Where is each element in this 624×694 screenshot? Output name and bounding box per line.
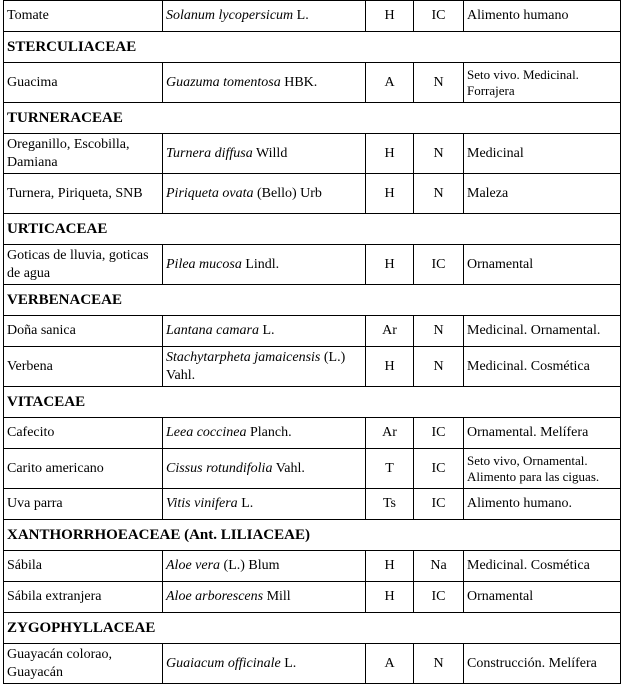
scientific-name-cell	[163, 134, 366, 174]
habit-cell: H	[366, 174, 414, 214]
habit-cell: Ts	[366, 489, 414, 520]
scientific-name-cell	[163, 582, 366, 613]
origin-cell: IC	[414, 582, 464, 613]
origin-cell: IC	[414, 449, 464, 489]
table-row	[4, 174, 621, 214]
use-cell: Ornamental	[464, 582, 621, 613]
common-name-cell: Guacima	[4, 63, 163, 103]
family-header-row	[4, 103, 621, 134]
family-header-row	[4, 32, 621, 63]
species-name: Stachytarpheta jamaicensis	[166, 349, 321, 365]
family-header-row	[4, 214, 621, 245]
family-name: TURNERACEAE	[4, 103, 621, 134]
use-cell: Maleza	[464, 174, 621, 214]
species-name: Aloe arborescens	[166, 589, 264, 604]
author-name: (L.) Blum	[220, 558, 280, 573]
table-row	[4, 316, 621, 347]
origin-cell: N	[414, 316, 464, 347]
common-name-cell: Verbena	[4, 347, 163, 387]
table-row	[4, 449, 621, 489]
use-cell: Alimento humano.	[464, 489, 621, 520]
use-cell: Seto vivo, Ornamental. Alimento para las ciguas.	[464, 449, 621, 489]
common-name-cell: Uva parra	[4, 489, 163, 520]
origin-cell: N	[414, 63, 464, 103]
scientific-name-cell	[163, 1, 366, 32]
common-name-cell: Sábila extranjera	[4, 582, 163, 613]
author-name: Mill	[263, 589, 291, 604]
origin-cell: IC	[414, 245, 464, 285]
family-name: URTICACEAE	[4, 214, 621, 245]
scientific-name-cell	[163, 449, 366, 489]
origin-cell: Na	[414, 551, 464, 582]
scientific-name-cell	[163, 245, 366, 285]
species-name: Piriqueta ovata	[166, 185, 254, 201]
table-row	[4, 134, 621, 174]
habit-cell: Ar	[366, 418, 414, 449]
origin-cell: IC	[414, 1, 464, 32]
table-row	[4, 644, 621, 684]
scientific-name-cell	[163, 316, 366, 347]
use-cell: Medicinal. Cosmética	[464, 347, 621, 387]
family-header-row	[4, 613, 621, 644]
origin-cell: IC	[414, 418, 464, 449]
origin-cell: N	[414, 174, 464, 214]
use-cell: Medicinal	[464, 134, 621, 174]
author-name: Vahl.	[272, 460, 305, 476]
habit-cell: H	[366, 551, 414, 582]
author-name: L.	[280, 655, 297, 671]
table-row	[4, 551, 621, 582]
scientific-name-cell	[163, 551, 366, 582]
habit-cell: H	[366, 1, 414, 32]
author-name: Lindl.	[241, 256, 280, 272]
author-name: Willd	[252, 145, 288, 161]
common-name-cell: Doña sanica	[4, 316, 163, 347]
origin-cell: N	[414, 644, 464, 684]
table-row	[4, 63, 621, 103]
family-name: VERBENACEAE	[4, 285, 621, 316]
origin-cell: N	[414, 347, 464, 387]
common-name-cell: Sábila	[4, 551, 163, 582]
table-row	[4, 347, 621, 387]
scientific-name-cell	[163, 489, 366, 520]
use-cell: Construcción. Melífera	[464, 644, 621, 684]
use-cell: Alimento humano	[464, 1, 621, 32]
common-name-cell: Cafecito	[4, 418, 163, 449]
habit-cell: H	[366, 347, 414, 387]
common-name-cell: Goticas de lluvia, goticas de agua	[4, 245, 163, 285]
origin-cell: N	[414, 134, 464, 174]
scientific-name-cell	[163, 347, 366, 387]
author-name: Planch.	[246, 425, 292, 440]
use-cell: Medicinal. Cosmética	[464, 551, 621, 582]
habit-cell: T	[366, 449, 414, 489]
species-name: Guazuma tomentosa	[166, 74, 281, 90]
habit-cell: A	[366, 644, 414, 684]
species-name: Vitis vinifera	[166, 496, 238, 511]
habit-cell: H	[366, 582, 414, 613]
family-name: ZYGOPHYLLACEAE	[4, 613, 621, 644]
scientific-name-cell	[163, 174, 366, 214]
family-name: VITACEAE	[4, 387, 621, 418]
author-name: (L.) Vahl.	[166, 349, 346, 383]
table-row	[4, 1, 621, 32]
table-row	[4, 489, 621, 520]
family-header-row	[4, 285, 621, 316]
family-header-row	[4, 387, 621, 418]
common-name-cell: Carito americano	[4, 449, 163, 489]
author-name: (Bello) Urb	[253, 185, 322, 201]
species-name: Guaiacum officinale	[166, 655, 281, 671]
author-name: L.	[237, 496, 254, 511]
family-header-row	[4, 520, 621, 551]
common-name-cell: Turnera, Piriqueta, SNB	[4, 174, 163, 214]
habit-cell: A	[366, 63, 414, 103]
scientific-name-cell	[163, 644, 366, 684]
habit-cell: Ar	[366, 316, 414, 347]
family-name: STERCULIACEAE	[4, 32, 621, 63]
use-cell: Ornamental	[464, 245, 621, 285]
table-row	[4, 582, 621, 613]
author-name: L.	[293, 8, 309, 23]
species-name: Pilea mucosa	[166, 256, 242, 272]
species-name: Cissus rotundifolia	[166, 460, 273, 476]
table-row	[4, 418, 621, 449]
use-cell: Seto vivo. Medicinal. Forrajera	[464, 63, 621, 103]
use-cell: Ornamental. Melífera	[464, 418, 621, 449]
common-name-cell: Guayacán colorao, Guayacán	[4, 644, 163, 684]
origin-cell: IC	[414, 489, 464, 520]
common-name-cell: Oreganillo, Escobilla, Damiana	[4, 134, 163, 174]
author-name: HBK.	[280, 74, 318, 90]
table-row	[4, 245, 621, 285]
habit-cell: H	[366, 134, 414, 174]
plant-species-table	[3, 0, 621, 684]
use-cell: Medicinal. Ornamental.	[464, 316, 621, 347]
scientific-name-cell	[163, 63, 366, 103]
species-name: Aloe vera	[166, 558, 221, 573]
species-name: Leea coccinea	[166, 425, 247, 440]
species-name: Turnera diffusa	[166, 145, 253, 161]
family-name: XANTHORRHOEACEAE (Ant. LILIACEAE)	[4, 520, 621, 551]
table-body	[4, 1, 621, 684]
species-name: Lantana camara	[166, 323, 259, 338]
scientific-name-cell	[163, 418, 366, 449]
author-name: L.	[258, 323, 275, 338]
habit-cell: H	[366, 245, 414, 285]
species-name: Solanum lycopersicum	[166, 8, 294, 23]
common-name-cell: Tomate	[4, 1, 163, 32]
